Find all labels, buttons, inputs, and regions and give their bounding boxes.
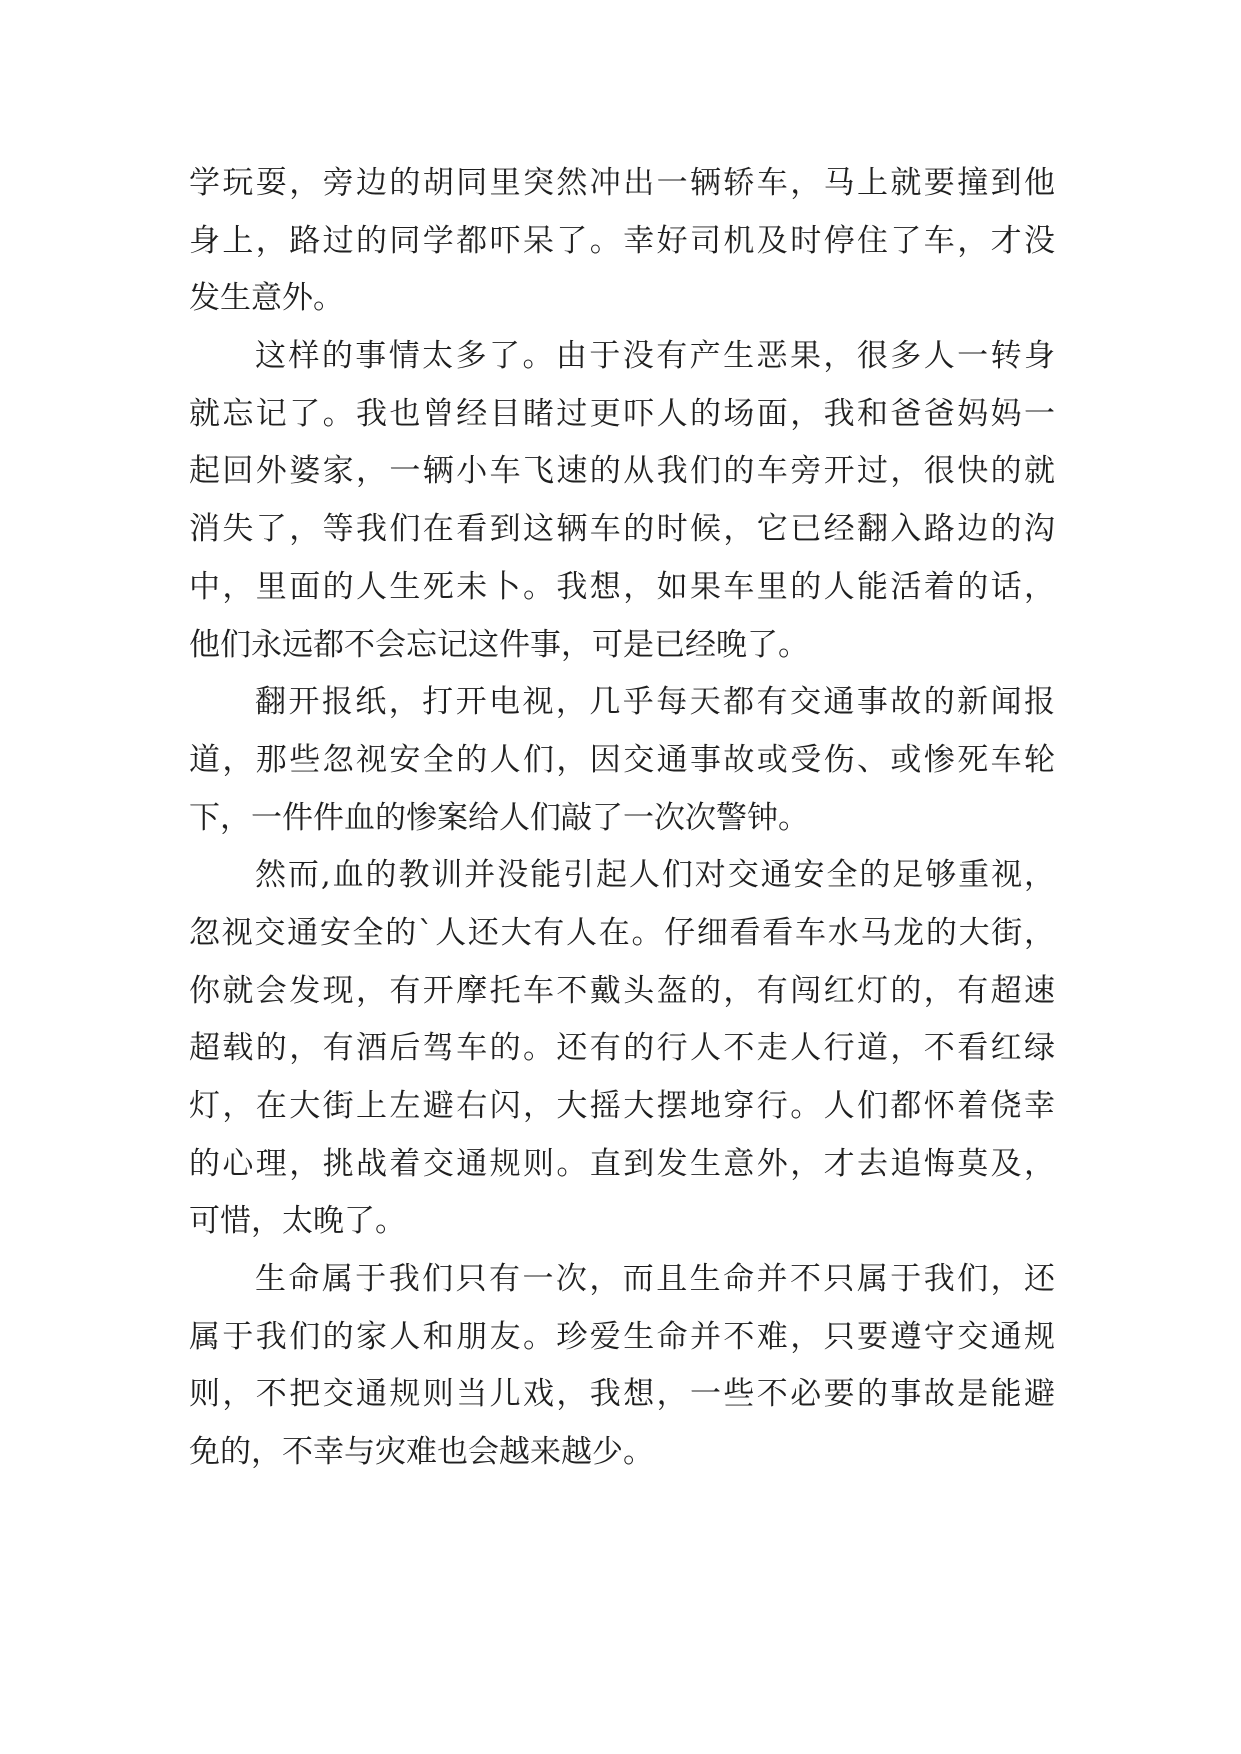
body-text — [189, 155, 1055, 1482]
text-line: 消失了，等我们在看到这辆车的时候，它已经翻入路边的沟 — [189, 511, 1055, 548]
paragraph-4 — [189, 847, 1055, 1251]
text-line: 学玩耍，旁边的胡同里突然冲出一辆轿车，马上就要撞到他 — [189, 165, 1055, 201]
text-line: 则，不把交通规则当儿戏，我想，一些不必要的事故是能避 — [189, 1376, 1055, 1413]
text-line: 可惜，太晚了。 — [189, 1203, 406, 1240]
text-line: 他们永远都不会忘记这件事，可是已经晚了。 — [189, 626, 809, 663]
text-line: 你就会发现，有开摩托车不戴头盔的，有闯红灯的，有超速 — [189, 972, 1055, 1009]
text-line: 属于我们的家人和朋友。珍爱生命并不难，只要遵守交通规 — [189, 1318, 1055, 1355]
text-line: 然而,血的教训并没能引起人们对交通安全的足够重视， — [255, 857, 1055, 894]
text-line: 道，那些忽视安全的人们，因交通事故或受伤、或惨死车轮 — [189, 741, 1055, 778]
paragraph-2 — [189, 328, 1055, 674]
paragraph-5 — [189, 1251, 1055, 1482]
text-line: 下，一件件血的惨案给人们敲了一次次警钟。 — [189, 799, 809, 836]
text-line: 中，里面的人生死未卜。我想，如果车里的人能活着的话， — [189, 568, 1055, 605]
paragraph-3 — [189, 674, 1055, 847]
text-line: 就忘记了。我也曾经目睹过更吓人的场面，我和爸爸妈妈一 — [189, 395, 1055, 432]
text-line: 身上，路过的同学都吓呆了。幸好司机及时停住了车，才没 — [189, 222, 1055, 259]
text-line: 超载的，有酒后驾车的。还有的行人不走人行道，不看红绿 — [189, 1030, 1055, 1067]
text-line: 翻开报纸，打开电视，几乎每天都有交通事故的新闻报 — [255, 684, 1055, 721]
text-line: 免的，不幸与灾难也会越来越少。 — [189, 1434, 654, 1471]
text-line: 发生意外。 — [189, 280, 344, 317]
text-line: 忽视交通安全的`人还大有人在。仔细看看车水马龙的大街， — [189, 914, 1055, 951]
text-line: 生命属于我们只有一次，而且生命并不只属于我们，还 — [255, 1261, 1055, 1298]
text-line: 起回外婆家，一辆小车飞速的从我们的车旁开过，很快的就 — [189, 453, 1055, 490]
paragraph-1 — [189, 155, 1055, 328]
text-line: 的心理，挑战着交通规则。直到发生意外，才去追悔莫及， — [189, 1145, 1055, 1182]
text-line: 灯，在大街上左避右闪，大摇大摆地穿行。人们都怀着侥幸 — [189, 1088, 1055, 1124]
text-line: 这样的事情太多了。由于没有产生恶果，很多人一转身 — [255, 338, 1055, 375]
